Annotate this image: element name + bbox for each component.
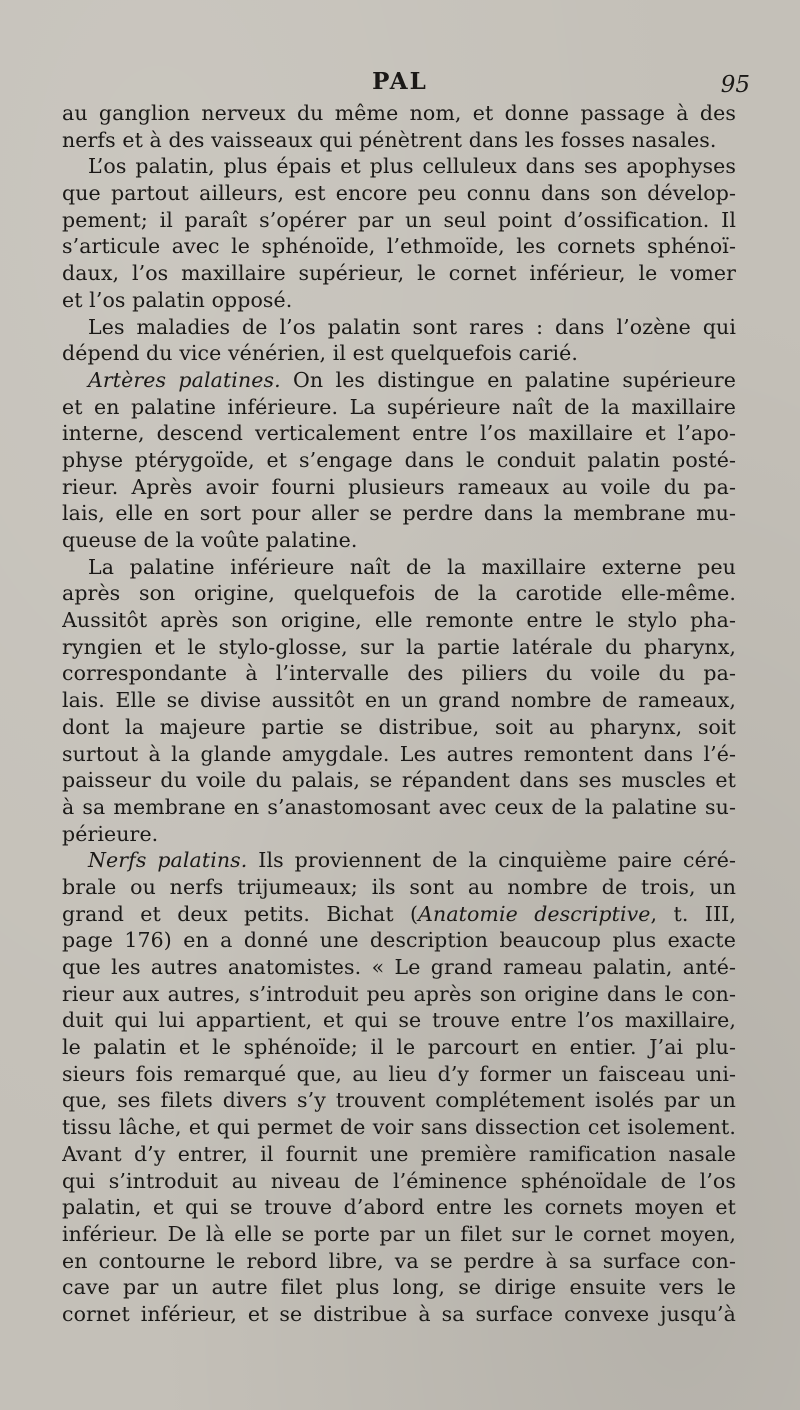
text-line: [62, 153, 736, 180]
text-line: [62, 527, 736, 554]
running-head: [60, 66, 750, 98]
line-text: ryngien et le stylo-glosse, sur la partie latérale du pharynx,: [62, 634, 736, 659]
line-text: s’articule avec le sphénoïde, l’ethmoïde, les cornets sphénoï-: [62, 234, 736, 259]
line-text: nerfs et à des vaisseaux qui pénètrent dans les fosses nasales.: [62, 127, 717, 152]
line-text: surtout à la glande amygdale. Les autres remontent dans l’é-: [62, 741, 736, 766]
line-text: Avant d’y entrer, il fournit une première ramification nasale: [62, 1141, 736, 1166]
line-text: physe ptérygoïde, et s’engage dans le conduit palatin posté-: [62, 447, 736, 472]
book-title: Anatomie descriptive: [418, 901, 651, 926]
line-text: L’os palatin, plus épais et plus celluleux dans ses apophyses: [88, 154, 736, 179]
line-text: et en palatine inférieure. La supérieure naît de la maxillaire: [62, 394, 736, 419]
page-title: PAL: [372, 68, 428, 95]
text-line: [62, 687, 736, 714]
text-line: [62, 474, 736, 501]
line-text: dépend du vice vénérien, il est quelquefois carié.: [62, 341, 578, 366]
text-line: [62, 954, 736, 981]
text-line: [62, 927, 736, 954]
line-text: correspondante à l’intervalle des piliers du voile du pa-: [62, 661, 736, 686]
line-text: Les maladies de l’os palatin sont rares : dans l’ozène qui: [88, 314, 736, 339]
text-line: [62, 580, 736, 607]
text-line: [62, 607, 736, 634]
line-text: cave par un autre filet plus long, se dirige ensuite vers le: [62, 1275, 736, 1300]
line-text: que, ses filets divers s’y trouvent complétement isolés par un: [62, 1088, 736, 1113]
line-text: que partout ailleurs, est encore peu connu dans son dévelop-: [62, 181, 736, 206]
text-line: [62, 794, 736, 821]
line-text: le palatin et le sphénoïde; il le parcourt en entier. J’ai plu-: [62, 1035, 736, 1060]
text-line: [62, 180, 736, 207]
line-text: grand et deux petits. Bichat (: [62, 901, 419, 926]
text-line: [62, 394, 736, 421]
line-text: inférieur. De là elle se porte par un filet sur le cornet moyen,: [62, 1221, 736, 1246]
text-line: [62, 447, 736, 474]
text-line: [62, 554, 736, 581]
line-text: On les distingue en palatine supérieure: [280, 367, 736, 392]
text-line: [62, 127, 736, 154]
section-heading: Nerfs palatins.: [88, 848, 248, 873]
line-text: palatin, et qui se trouve d’abord entre les cornets moyen et: [62, 1195, 736, 1220]
line-text: La palatine inférieure naît de la maxillaire externe peu: [88, 554, 736, 579]
line-text: en contourne le rebord libre, va se perdre à sa surface con-: [62, 1248, 736, 1273]
text-line: [62, 207, 736, 234]
line-text: et l’os palatin opposé.: [62, 287, 293, 312]
line-text: tissu lâche, et qui permet de voir sans dissection cet isolement.: [62, 1115, 736, 1140]
line-text: Ils proviennent de la cinquième paire céré-: [247, 848, 736, 873]
text-line: [62, 741, 736, 768]
text-line: [62, 340, 736, 367]
text-line: [62, 1221, 736, 1248]
text-line: [62, 874, 736, 901]
text-line: [62, 1087, 736, 1114]
line-text: lais, elle en sort pour aller se perdre dans la membrane mu-: [62, 501, 736, 526]
text-line: [62, 981, 736, 1008]
text-line: [62, 767, 736, 794]
line-text: que les autres anatomistes. « Le grand rameau palatin, anté-: [62, 955, 736, 979]
text-line: [62, 1274, 736, 1301]
line-text: rieur aux autres, s’introduit peu après son origine dans le con-: [62, 981, 736, 1006]
line-text: paisseur du voile du palais, se répandent dans ses muscles et: [62, 768, 736, 793]
page-number: 95: [720, 72, 750, 98]
text-line: [62, 100, 736, 127]
line-text: rieur. Après avoir fourni plusieurs rameaux au voile du pa-: [62, 474, 736, 499]
line-text: qui s’introduit au niveau de l’éminence sphénoïdale de l’os: [62, 1168, 736, 1193]
text-line: [62, 847, 736, 874]
text-line: [62, 634, 736, 661]
text-line: [62, 1168, 736, 1195]
line-text: lais. Elle se divise aussitôt en un grand nombre de rameaux,: [62, 688, 736, 713]
text-line: [62, 287, 736, 314]
line-text: au ganglion nerveux du même nom, et donne passage à des: [62, 101, 736, 125]
body-text: [62, 100, 736, 1328]
text-line: [62, 367, 736, 394]
line-text: sieurs fois remarqué que, au lieu d’y former un faisceau uni-: [62, 1061, 736, 1086]
line-text: daux, l’os maxillaire supérieur, le cornet inférieur, le vomer: [62, 261, 736, 286]
line-text: duit qui lui appartient, et qui se trouve entre l’os maxillaire,: [62, 1008, 736, 1033]
text-line: [62, 821, 736, 848]
text-line: [62, 500, 736, 527]
line-text: brale ou nerfs trijumeaux; ils sont au nombre de trois, un: [62, 874, 736, 899]
line-text: à sa membrane en s’anastomosant avec ceux de la palatine su-: [62, 794, 736, 819]
line-text: page 176) en a donné une description beaucoup plus exacte: [62, 928, 736, 953]
text-line: [62, 1034, 736, 1061]
text-line: [62, 260, 736, 287]
line-text: interne, descend verticalement entre l’os maxillaire et l’apo-: [62, 421, 736, 446]
text-line: [62, 1301, 736, 1328]
text-line: [62, 1248, 736, 1275]
line-text: Aussitôt après son origine, elle remonte entre le stylo pha-: [62, 608, 736, 633]
line-text: périeure.: [62, 821, 159, 846]
section-heading: Artères palatines.: [88, 367, 281, 392]
line-text: après son origine, quelquefois de la carotide elle-même.: [62, 581, 736, 606]
text-line: [62, 1141, 736, 1168]
text-line: [62, 420, 736, 447]
text-line: [62, 1114, 736, 1141]
line-text: queuse de la voûte palatine.: [62, 528, 358, 552]
text-line: [62, 1194, 736, 1221]
text-line: [62, 901, 736, 928]
text-line: [62, 233, 736, 260]
text-line: [62, 1061, 736, 1088]
text-line: [62, 1007, 736, 1034]
text-line: [62, 660, 736, 687]
text-line: [62, 314, 736, 341]
line-text: dont la majeure partie se distribue, soit au pharynx, soit: [62, 714, 736, 739]
line-text: cornet inférieur, et se distribue à sa surface convexe jusqu’à: [62, 1301, 736, 1326]
text-line: [62, 714, 736, 741]
line-text: pement; il paraît s’opérer par un seul point d’ossification. Il: [62, 207, 736, 232]
line-text: , t. III,: [650, 901, 736, 926]
